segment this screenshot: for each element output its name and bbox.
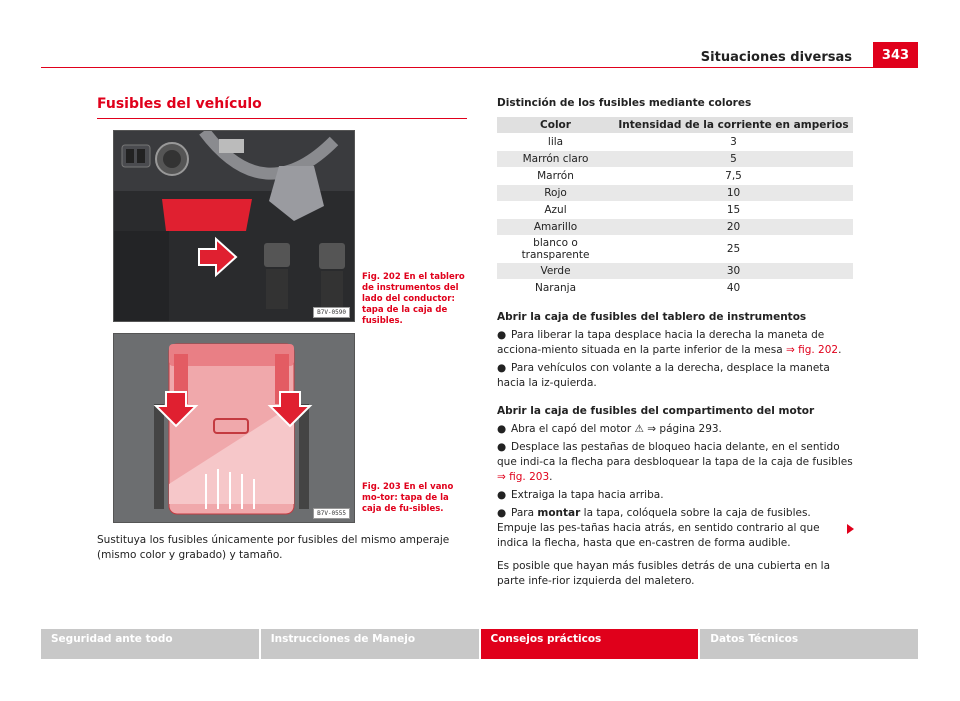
instruction-item [497, 506, 853, 551]
figure-caption: Fig. 203 En el vano mo-tor: tapa de la caja de fu-sibles. [362, 482, 454, 514]
right-column [497, 97, 853, 589]
table-row [497, 134, 853, 151]
emphasis-text: montar [537, 507, 581, 519]
table-cell: Marrón claro [497, 151, 614, 168]
table-cell: blanco o transparente [497, 236, 614, 263]
instruction-item [497, 422, 853, 437]
table-cell: Amarillo [497, 219, 614, 236]
bullet: ● [497, 489, 507, 501]
warning-icon: ⚠ [634, 423, 644, 435]
page-number: 343 [873, 42, 918, 68]
bullet: ● [497, 507, 507, 519]
section-rule [97, 118, 467, 119]
figure-code: B7V-0590 [313, 307, 350, 318]
instruction-item [497, 488, 853, 503]
figure-link[interactable]: ⇒ fig. 203 [497, 471, 550, 483]
instruction-text: la tapa, colóquela sobre la caja de fusibles. Empuje las pes-tañas hacia atrás, en sentido contrario al que indica la flecha, hasta que en-castren de forma audible. [497, 507, 820, 549]
footer-tab-datos[interactable]: Datos Técnicos [700, 629, 918, 659]
table-cell: Naranja [497, 280, 614, 297]
engine-fusebox-heading: Abrir la caja de fusibles del compartimento del motor [497, 405, 815, 417]
instruction-text: Para [511, 507, 538, 519]
footer-tab-seguridad[interactable]: Seguridad ante todo [41, 629, 259, 659]
instruction-text: Para vehículos con volante a la derecha, desplace la maneta hacia la iz-quierda. [497, 362, 830, 389]
figure-caption: Fig. 202 En el tablero de instrumentos del lado del conductor: tapa de la caja de fusibles. [362, 272, 465, 326]
figure-dashboard-fusebox [113, 130, 355, 322]
bullet: ● [497, 329, 507, 341]
footer-tab-instrucciones[interactable]: Instrucciones de Manejo [261, 629, 479, 659]
bullet: ● [497, 362, 507, 374]
table-cell: 25 [614, 236, 853, 263]
table-cell: lila [497, 134, 614, 151]
instruction-text: Desplace las pestañas de bloqueo hacia delante, en el sentido que indi-ca la flecha para desbloquear la tapa de la caja de fusibles [497, 441, 853, 468]
table-row [497, 202, 853, 219]
table-row [497, 185, 853, 202]
table-header-row [497, 117, 853, 134]
table-cell: Marrón [497, 168, 614, 185]
table-row [497, 168, 853, 185]
instruction-item [497, 361, 853, 391]
column-header: Intensidad de la corriente en amperios [614, 117, 853, 134]
instruction-text: . [838, 344, 842, 356]
running-header-title: Situaciones diversas [700, 50, 852, 65]
continue-arrow-icon [847, 524, 854, 534]
figure-code: B7V-0555 [313, 508, 350, 519]
fuse-replacement-note: Sustituya los fusibles únicamente por fusibles del mismo amperaje (mismo color y grabado) y tamaño. [97, 534, 450, 561]
table-cell: 40 [614, 280, 853, 297]
header-rule [41, 67, 918, 68]
instruction-text: Extraiga la tapa hacia arriba. [511, 489, 664, 501]
table-cell: Azul [497, 202, 614, 219]
table-row [497, 151, 853, 168]
table-cell: 7,5 [614, 168, 853, 185]
bullet: ● [497, 441, 507, 453]
table-row [497, 236, 853, 263]
table-cell: 15 [614, 202, 853, 219]
table-row [497, 263, 853, 280]
fuse-color-table [497, 117, 853, 297]
table-row [497, 219, 853, 236]
instruction-item [497, 328, 853, 358]
instruction-text: Abra el capó del motor [511, 423, 635, 435]
figure-link[interactable]: ⇒ fig. 202 [785, 344, 839, 356]
table-cell: 10 [614, 185, 853, 202]
table-cell: Rojo [497, 185, 614, 202]
table-cell: 30 [614, 263, 853, 280]
instruction-item [497, 440, 853, 485]
column-header: Color [497, 117, 614, 134]
table-cell: 20 [614, 219, 853, 236]
instruction-text: Para liberar la tapa desplace hacia la derecha la maneta de acciona-miento situada en la parte inferior de la mesa [497, 329, 825, 356]
trunk-fuses-note: Es posible que hayan más fusibles detrás de una cubierta en la parte infe-rior izquierda del maletero. [497, 560, 831, 587]
footer-tab-consejos[interactable]: Consejos prácticos [481, 629, 699, 659]
figure-engine-fusebox [113, 333, 355, 523]
table-title: Distinción de los fusibles mediante colores [497, 97, 752, 109]
table-cell: 5 [614, 151, 853, 168]
bullet: ● [497, 423, 507, 435]
footer-nav [41, 629, 918, 659]
fusebox-illustration [114, 334, 354, 522]
table-cell: Verde [497, 263, 614, 280]
section-title: Fusibles del vehículo [97, 96, 262, 112]
dashboard-illustration [114, 131, 354, 321]
instruction-text: . [549, 471, 553, 483]
table-cell: 3 [614, 134, 853, 151]
page-reference[interactable]: ⇒ página 293. [643, 423, 722, 435]
dashboard-fusebox-heading: Abrir la caja de fusibles del tablero de instrumentos [497, 311, 807, 323]
table-row [497, 280, 853, 297]
